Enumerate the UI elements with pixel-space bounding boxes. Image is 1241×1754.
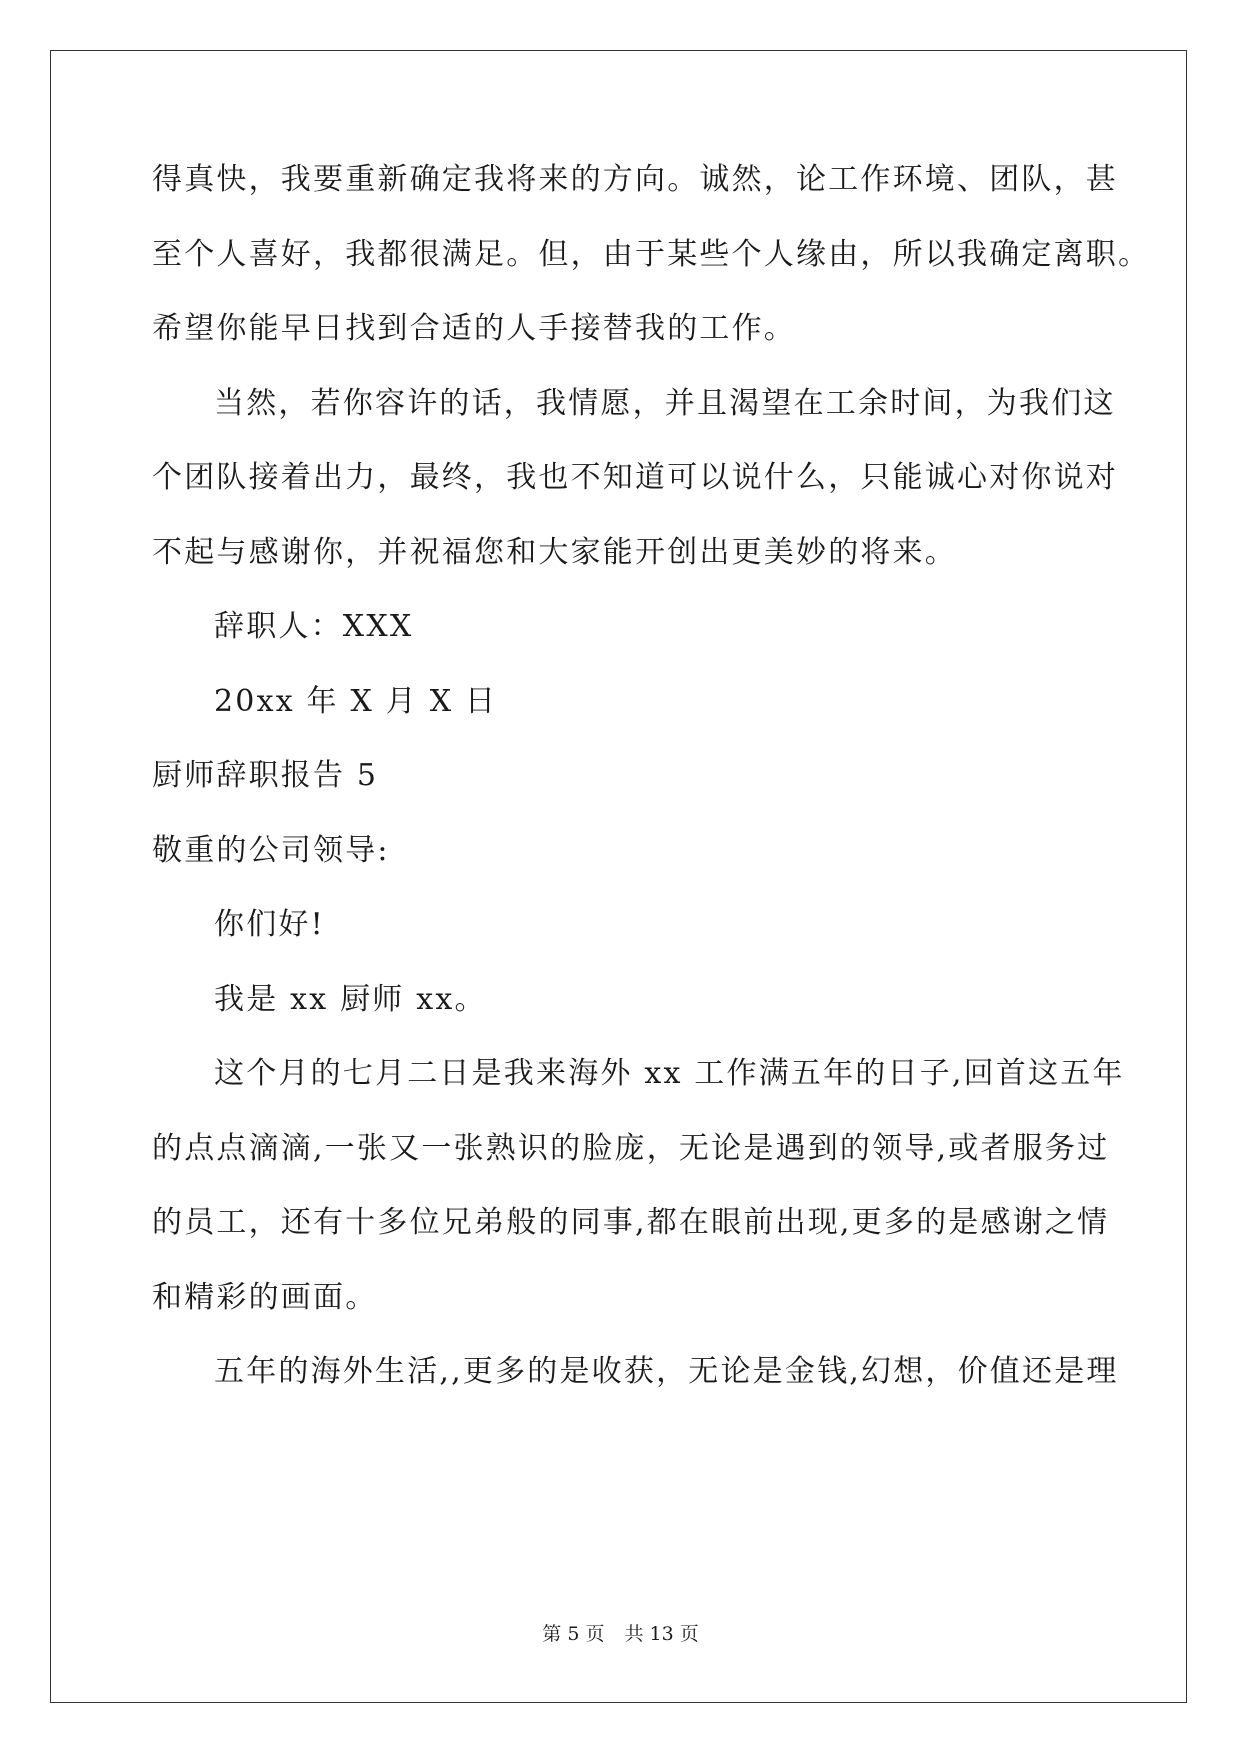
paragraph-line: 个团队接着出力，最终，我也不知道可以说什么，只能诚心对你说对 bbox=[152, 460, 1118, 495]
signature-name: 辞职人：XXX bbox=[214, 609, 414, 644]
paragraph-line: 这个月的七月二日是我来海外 xx 工作满五年的日子,回首这五年 bbox=[214, 1056, 1125, 1091]
paragraph-line: 希望你能早日找到合适的人手接替我的工作。 bbox=[152, 311, 796, 346]
page-number: 第 5 页 bbox=[542, 1623, 605, 1645]
paragraph-line: 五年的海外生活,,更多的是收获，无论是金钱,幻想，价值还是理 bbox=[214, 1354, 1119, 1389]
paragraph-line: 的点点滴滴,一张又一张熟识的脸庞，无论是遇到的领导,或者服务过 bbox=[152, 1131, 1110, 1166]
paragraph-line: 和精彩的画面。 bbox=[152, 1280, 378, 1315]
paragraph-line: 当然，若你容许的话，我情愿，并且渴望在工余时间，为我们这 bbox=[214, 386, 1116, 421]
greeting: 你们好! bbox=[214, 907, 325, 942]
paragraph-line: 的员工，还有十多位兄弟般的同事,都在眼前出现,更多的是感谢之情 bbox=[152, 1205, 1110, 1240]
page-total: 共 13 页 bbox=[624, 1623, 699, 1645]
signature-date: 20xx 年 X 月 X 日 bbox=[214, 684, 498, 719]
paragraph-line: 得真快，我要重新确定我将来的方向。诚然，论工作环境、团队，甚 bbox=[152, 162, 1118, 197]
salutation: 敬重的公司领导: bbox=[152, 833, 390, 868]
section-title: 厨师辞职报告 5 bbox=[152, 758, 379, 793]
paragraph-line: 不起与感谢你，并祝福您和大家能开创出更美妙的将来。 bbox=[152, 535, 957, 570]
page-frame bbox=[50, 50, 1187, 1703]
paragraph-line: 至个人喜好，我都很满足。但，由于某些个人缘由，所以我确定离职。 bbox=[152, 237, 1151, 272]
paragraph-line: 我是 xx 厨师 xx。 bbox=[214, 982, 487, 1017]
page-footer bbox=[0, 1622, 1241, 1646]
